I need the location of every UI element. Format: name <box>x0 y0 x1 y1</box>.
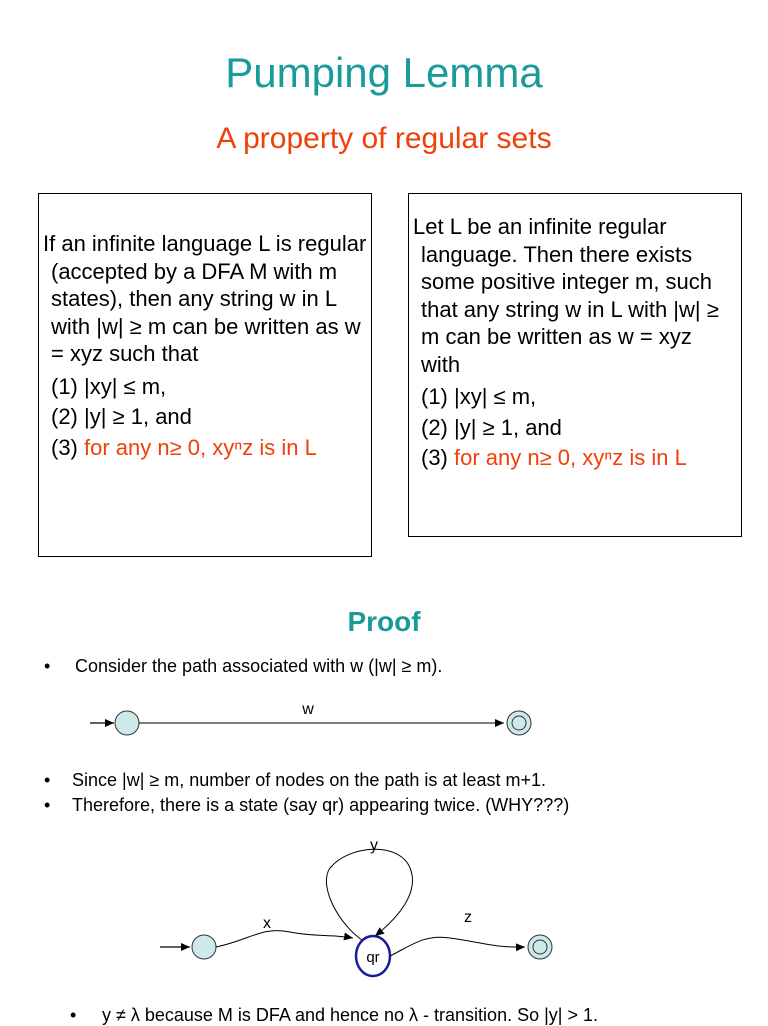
left-condition-2: (2) |y| ≥ 1, and <box>51 404 192 429</box>
state-qr-label: qr <box>366 949 380 966</box>
right-condition-1: (1) |xy| ≤ m, <box>421 384 537 409</box>
left-theorem-intro: If an infinite language L is regular (accepted by a DFA M with m states), then any string w in L with |w| ≥ m can be written as w = xyz such that <box>43 231 367 366</box>
right-condition-2: (2) |y| ≥ 1, and <box>421 414 562 440</box>
bullet-3-text: Therefore, there is a state (say qr) appearing twice. (WHY???) <box>72 795 570 815</box>
loop-label-y: y <box>370 837 378 854</box>
accept-state-node <box>507 711 531 735</box>
left-condition-3-prefix: (3) <box>51 434 84 460</box>
bullet-dot: • <box>44 656 51 676</box>
edge-label-x: x <box>263 915 271 932</box>
right-theorem-box <box>408 193 742 537</box>
right-condition-3 <box>413 444 737 472</box>
proof-heading: Proof <box>347 606 421 637</box>
left-condition-1: (1) |xy| ≤ m, <box>51 373 167 399</box>
bullet-2 <box>44 769 744 793</box>
bullet-1-text: Consider the path associated with w (|w| ≥ m). <box>75 656 443 676</box>
right-theorem-intro: Let L be an infinite regular language. Then there exists some positive integer m, such that any string w in L with |w| ≥ m can be written as w = xyz with <box>413 214 719 377</box>
slide-subtitle: A property of regular sets <box>216 122 552 155</box>
start-state-node <box>115 711 139 735</box>
bullet-dot: • <box>44 770 51 790</box>
bullet-dot: • <box>70 1005 77 1025</box>
accept-state-node <box>528 935 552 959</box>
bullet-4 <box>70 1004 760 1026</box>
start-state-node <box>192 935 216 959</box>
left-condition-3 <box>43 434 367 462</box>
left-theorem-box <box>38 193 372 557</box>
slide-title: Pumping Lemma <box>225 49 543 96</box>
path-edge-x <box>216 931 353 947</box>
bullet-4-text: y ≠ λ because M is DFA and hence no λ - transition. So |y| > 1. <box>102 1005 598 1025</box>
left-condition-3-red: for any n≥ 0, xyⁿz is in L <box>84 434 317 460</box>
path-diagram-w <box>80 695 550 745</box>
right-condition-3-red: for any n≥ 0, xyⁿz is in L <box>454 445 687 470</box>
bullet-2-text: Since |w| ≥ m, number of nodes on the path is at least m+1. <box>72 770 546 790</box>
path-edge-z <box>390 937 525 956</box>
edge-label-w: w <box>302 701 314 718</box>
bullet-dot: • <box>44 795 51 815</box>
bullet-3 <box>44 794 744 818</box>
edge-label-z: z <box>464 909 472 926</box>
loop-path-diagram <box>150 830 570 990</box>
bullet-1 <box>44 655 744 679</box>
loop-edge-y <box>326 849 412 942</box>
right-condition-3-prefix: (3) <box>421 445 454 470</box>
